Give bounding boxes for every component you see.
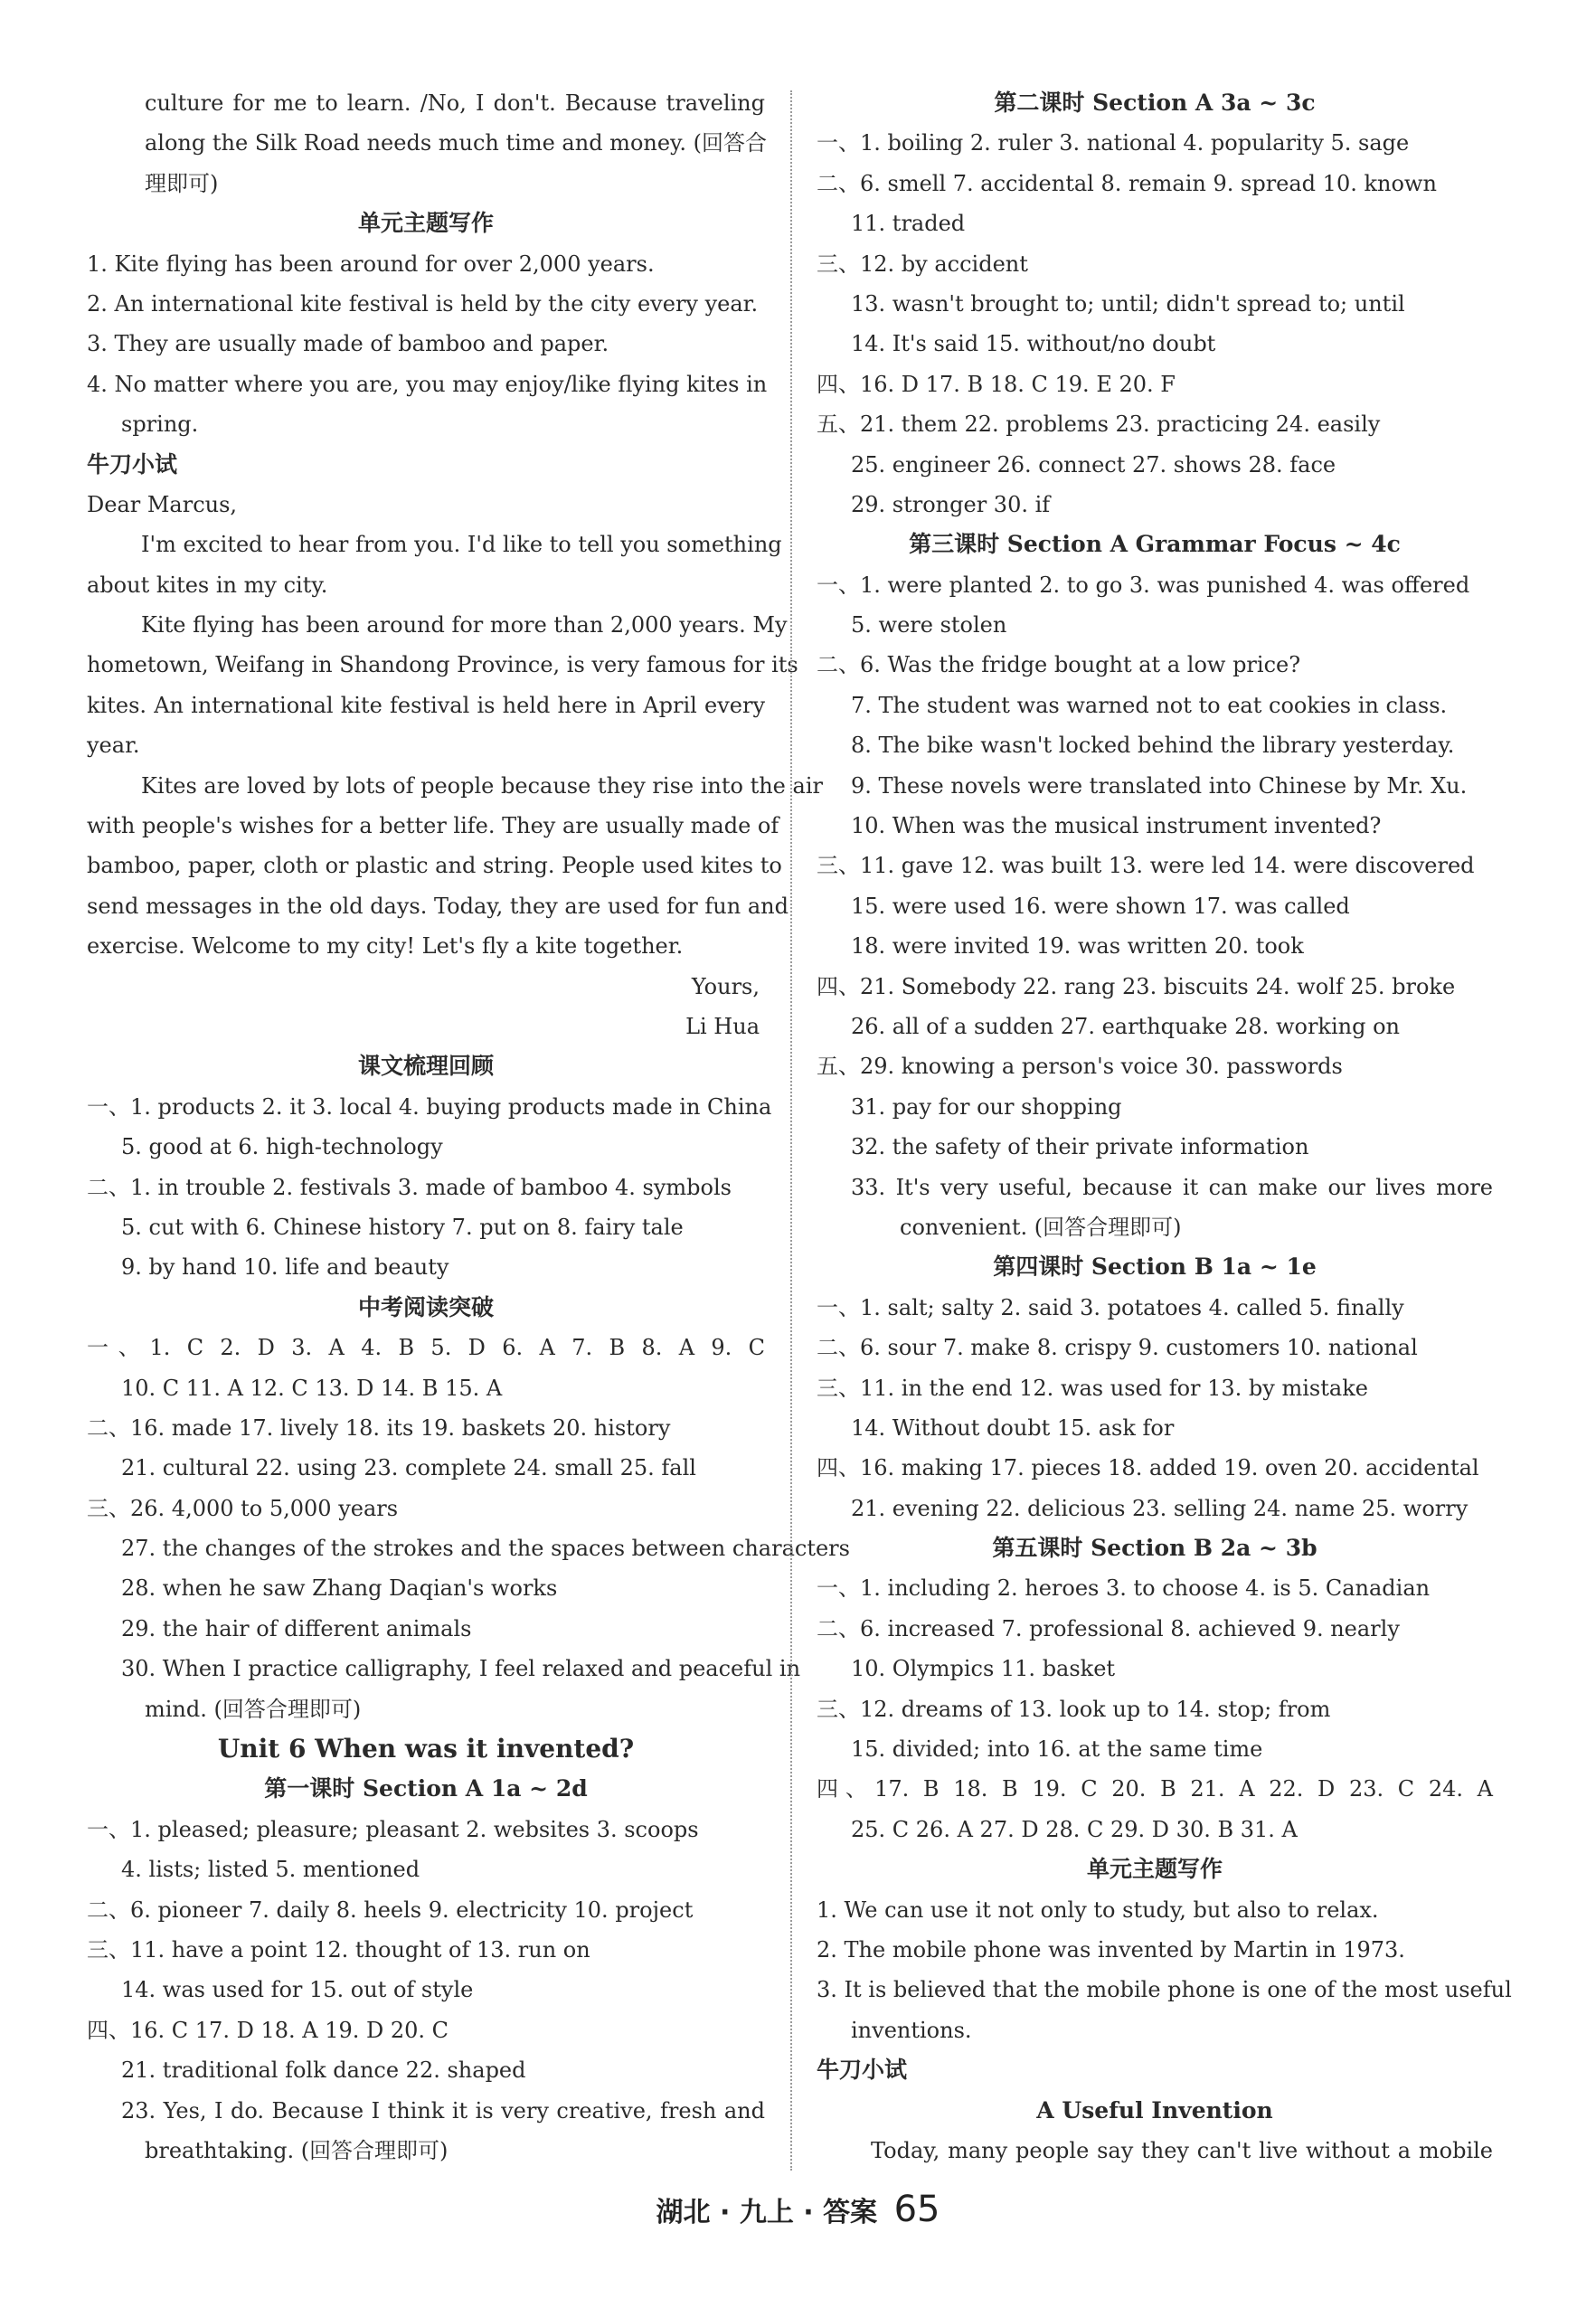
answer-line: I'm excited to hear from you. I'd like to tell you something [141, 532, 782, 558]
answer-line: about kites in my city. [87, 572, 328, 598]
answer-line: 四、21. Somebody 22. rang 23. biscuits 24. wolf 25. broke [817, 973, 1456, 999]
answer-line: 21. evening 22. delicious 23. selling 24. name 25. worry [851, 1495, 1469, 1521]
answer-line: 五、21. them 22. problems 23. practicing 24. easily [817, 411, 1381, 438]
answer-line: 26. all of a sudden 27. earthquake 28. working on [851, 1013, 1400, 1039]
answer-line: 14. It's said 15. without/no doubt [851, 331, 1216, 357]
answer-line: 3. It is believed that the mobile phone is one of the most useful [817, 1977, 1512, 2003]
answer-line: inventions. [851, 2017, 972, 2043]
signature-line: Li Hua [685, 1013, 760, 1039]
section-heading: 第二课时 Section A 3a ~ 3c [994, 90, 1316, 116]
page-number: 65 [893, 2189, 940, 2230]
answer-line: 31. pay for our shopping [851, 1093, 1122, 1120]
answer-line: 10. Olympics 11. basket [851, 1656, 1116, 1682]
answer-line: 一、1. were planted 2. to go 3. was punished 4. was offered [817, 572, 1470, 598]
answer-line: 4. lists; listed 5. mentioned [121, 1857, 420, 1883]
answer-line: 29. stronger 30. if [851, 491, 1051, 517]
answer-line: 四、16. making 17. pieces 18. added 19. oven 20. accidental [817, 1455, 1479, 1481]
answer-line: 2. An international kite festival is held by the city every year. [87, 290, 759, 317]
answer-line: 二、6. Was the fridge bought at a low price? [817, 652, 1301, 678]
answer-line: 二、6. sour 7. make 8. crispy 9. customers 10. national [817, 1335, 1418, 1361]
answer-line: Kite flying has been around for more than 2,000 years. My [141, 612, 788, 638]
answer-line: 四、17. B 18. B 19. C 20. B 21. A 22. D 23. C 24. A [817, 1776, 1493, 1802]
answer-line: 三、12. by accident [817, 251, 1028, 277]
page-footer [0, 2189, 1596, 2230]
answer-line: 1. Kite flying has been around for over 2,000 years. [87, 251, 655, 277]
section-heading: A Useful Invention [1036, 2096, 1273, 2124]
answer-line: 三、26. 4,000 to 5,000 years [87, 1495, 399, 1521]
answer-line: 28. when he saw Zhang Daqian's works [121, 1575, 558, 1602]
answer-line: 14. Without doubt 15. ask for [851, 1414, 1175, 1441]
section-heading: 第五课时 Section B 2a ~ 3b [992, 1535, 1317, 1562]
section-heading: 第三课时 Section A Grammar Focus ~ 4c [909, 531, 1401, 558]
answer-line: mind. (回答合理即可) [145, 1696, 362, 1722]
answer-line: 三、11. gave 12. was built 13. were led 14. were discovered [817, 853, 1475, 879]
answer-line: exercise. Welcome to my city! Let's fly a kite together. [87, 933, 684, 960]
answer-line: 1. We can use it not only to study, but also to relax. [817, 1897, 1379, 1923]
left-column [87, 83, 850, 2171]
answer-line: 21. cultural 22. using 23. complete 24. small 25. fall [121, 1455, 696, 1481]
section-tag: 牛刀小试 [817, 2057, 908, 2084]
answer-line: 五、29. knowing a person's voice 30. passwords [817, 1054, 1343, 1080]
answer-line: 四、16. C 17. D 18. A 19. D 20. C [87, 2017, 449, 2043]
answer-line: 一、1. products 2. it 3. local 4. buying products made in China [87, 1093, 772, 1120]
footer-label: 湖北 · 九上 · 答案 [656, 2197, 878, 2228]
answer-line: along the Silk Road needs much time and money. (回答合 [145, 130, 768, 156]
answer-line: 三、11. in the end 12. was used for 13. by mistake [817, 1375, 1368, 1401]
answer-line: 一、1. pleased; pleasure; pleasant 2. websites 3. scoops [87, 1816, 699, 1842]
answer-line: breathtaking. (回答合理即可) [145, 2137, 449, 2163]
answer-line: 三、11. have a point 12. thought of 13. run on [87, 1936, 590, 1963]
answer-line: 7. The student was warned not to eat cookies in class. [851, 692, 1448, 718]
answer-line: Dear Marcus, [87, 491, 238, 517]
answer-line: 一、1. salt; salty 2. said 3. potatoes 4. called 5. finally [817, 1294, 1404, 1320]
section-heading: 第一课时 Section A 1a ~ 2d [264, 1775, 588, 1802]
answer-line: 30. When I practice calligraphy, I feel relaxed and peaceful in [121, 1656, 801, 1682]
answer-line: 18. were invited 19. was written 20. took [851, 933, 1304, 960]
answer-line: 一、1. C 2. D 3. A 4. B 5. D 6. A 7. B 8. A 9. C [87, 1335, 765, 1361]
answer-line: 二、16. made 17. lively 18. its 19. baskets 20. history [87, 1414, 671, 1441]
answer-line: convenient. (回答合理即可) [900, 1214, 1182, 1240]
answer-line: 13. wasn't brought to; until; didn't spread to; until [851, 290, 1405, 317]
answer-line: 理即可) [145, 170, 219, 196]
answer-line: 10. C 11. A 12. C 13. D 14. B 15. A [121, 1375, 503, 1401]
answer-line: 11. traded [851, 211, 966, 237]
answer-line: 8. The bike wasn't locked behind the library yesterday. [851, 733, 1455, 759]
section-heading: 单元主题写作 [357, 210, 494, 237]
answer-line: send messages in the old days. Today, they are used for fun and [87, 893, 789, 919]
answer-line: Today, many people say they can't live without a mobile [871, 2137, 1493, 2163]
answer-line: kites. An international kite festival is held here in April every [87, 692, 765, 718]
answer-line: 四、16. D 17. B 18. C 19. E 20. F [817, 371, 1176, 397]
answer-line: 25. C 26. A 27. D 28. C 29. D 30. B 31. A [851, 1816, 1298, 1842]
answer-line: 二、6. pioneer 7. daily 8. heels 9. electricity 10. project [87, 1897, 694, 1923]
answer-line: 32. the safety of their private information [851, 1134, 1309, 1160]
answer-line: 二、6. smell 7. accidental 8. remain 9. spread 10. known [817, 170, 1437, 196]
answer-line: 21. traditional folk dance 22. shaped [121, 2057, 526, 2084]
section-tag: 牛刀小试 [87, 450, 178, 478]
answer-line: 二、6. increased 7. professional 8. achieved 9. nearly [817, 1615, 1400, 1641]
answer-line: 一、1. including 2. heroes 3. to choose 4. is 5. Canadian [817, 1575, 1431, 1602]
column-divider [790, 90, 792, 2171]
signature-line: Yours, [691, 973, 760, 999]
answer-line: 10. When was the musical instrument invented? [851, 813, 1382, 839]
answer-line: 5. good at 6. high-technology [121, 1134, 443, 1160]
section-heading: 课文梳理回顾 [357, 1053, 494, 1080]
answer-line: 9. by hand 10. life and beauty [121, 1254, 449, 1281]
answer-line: 3. They are usually made of bamboo and paper. [87, 331, 609, 357]
answer-line: 33. It's very useful, because it can make our lives more [851, 1174, 1493, 1200]
answer-line: 5. cut with 6. Chinese history 7. put on 8. fairy tale [121, 1214, 684, 1240]
answer-line: 5. were stolen [851, 612, 1007, 638]
answer-line: 23. Yes, I do. Because I think it is very creative, fresh and [121, 2097, 765, 2124]
answer-line: 27. the changes of the strokes and the spaces between characters [121, 1536, 850, 1562]
answer-line: culture for me to learn. /No, I don't. Because traveling [145, 90, 765, 116]
answer-line: 29. the hair of different animals [121, 1615, 472, 1641]
answer-line: 4. No matter where you are, you may enjoy/like flying kites in [87, 371, 768, 397]
right-column [817, 83, 1512, 2171]
section-heading: 中考阅读突破 [357, 1293, 494, 1320]
answer-line: 2. The mobile phone was invented by Martin in 1973. [817, 1936, 1405, 1963]
section-heading: 第四课时 Section B 1a ~ 1e [993, 1253, 1317, 1281]
answer-line: 一、1. boiling 2. ruler 3. national 4. popularity 5. sage [817, 130, 1410, 156]
answer-line: spring. [121, 411, 199, 438]
answer-line: 二、1. in trouble 2. festivals 3. made of bamboo 4. symbols [87, 1174, 732, 1200]
answer-line: 三、12. dreams of 13. look up to 14. stop; from [817, 1696, 1331, 1722]
answer-line: 25. engineer 26. connect 27. shows 28. face [851, 451, 1336, 478]
answer-line: 9. These novels were translated into Chinese by Mr. Xu. [851, 772, 1468, 799]
section-heading: Unit 6 When was it invented? [217, 1734, 635, 1764]
answer-line: 14. was used for 15. out of style [121, 1977, 474, 2003]
answer-line: hometown, Weifang in Shandong Province, is very famous for its [87, 652, 798, 678]
answer-line: Kites are loved by lots of people because they rise into the air [141, 772, 823, 799]
answer-line: bamboo, paper, cloth or plastic and string. People used kites to [87, 853, 782, 879]
answer-line: with people's wishes for a better life. They are usually made of [87, 813, 779, 839]
answer-line: 15. divided; into 16. at the same time [851, 1736, 1263, 1763]
section-heading: 单元主题写作 [1086, 1856, 1223, 1883]
answer-line: 15. were used 16. were shown 17. was called [851, 893, 1350, 919]
answer-line: year. [87, 733, 140, 759]
